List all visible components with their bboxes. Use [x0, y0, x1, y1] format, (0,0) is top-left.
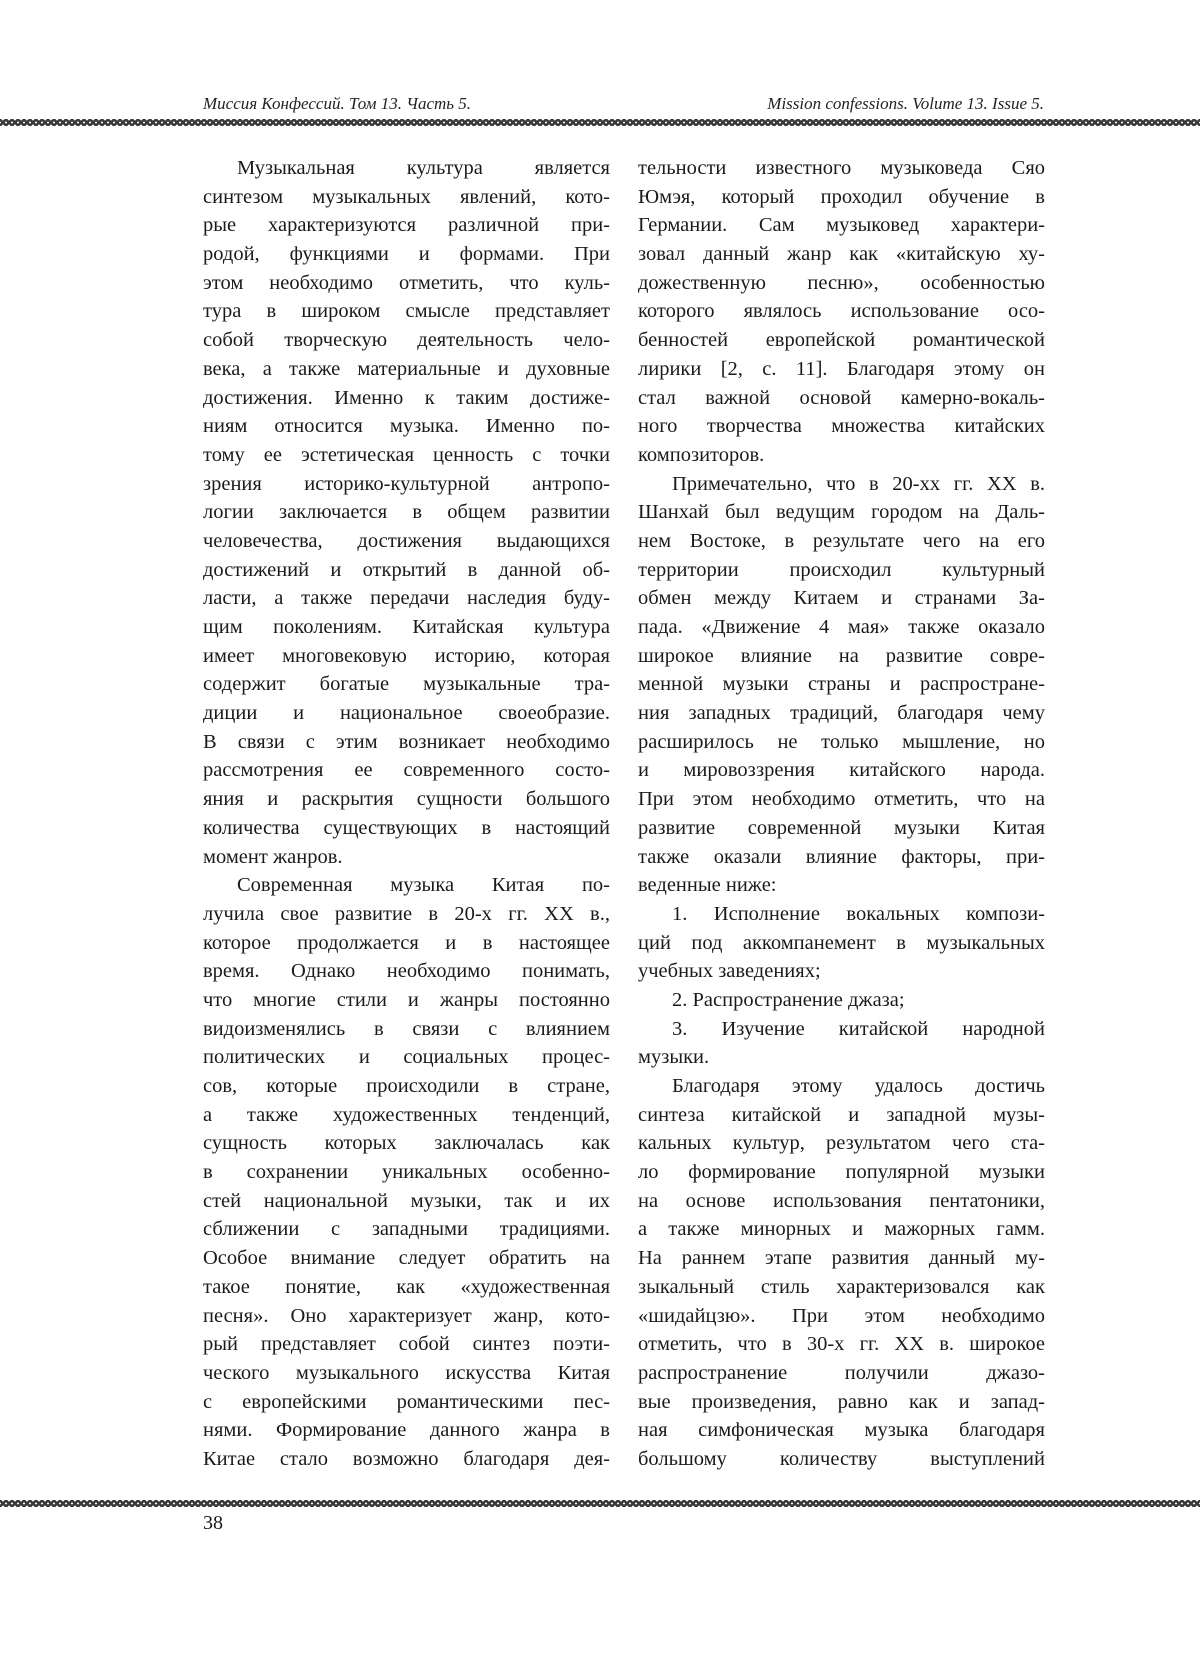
- text-line: отметить, что в 30-х гг. XX в. широкое: [638, 1330, 1045, 1359]
- running-header-english: Mission confessions. Volume 13. Issue 5.: [767, 94, 1044, 114]
- text-line: и мировоззрения китайского народа.: [638, 756, 1045, 785]
- text-line: Музыкальная культура является: [203, 154, 610, 183]
- text-line: на основе использования пентатоники,: [638, 1187, 1045, 1216]
- text-line: «шидайцзю». При этом необходимо: [638, 1302, 1045, 1331]
- text-line: Благодаря этому удалось достичь: [638, 1072, 1045, 1101]
- text-line: момент жанров.: [203, 843, 610, 872]
- text-line: Германии. Сам музыковед характери-: [638, 211, 1045, 240]
- text-line: обмен между Китаем и странами За-: [638, 584, 1045, 613]
- text-line: 1. Исполнение вокальных компози-: [638, 900, 1045, 929]
- paragraph: [638, 470, 1045, 900]
- text-line: веденные ниже:: [638, 871, 1045, 900]
- paragraph: [203, 871, 610, 1473]
- text-line: тура в широком смысле представляет: [203, 297, 610, 326]
- text-line: стей национальной музыки, так и их: [203, 1187, 610, 1216]
- text-line: нями. Формирование данного жанра в: [203, 1416, 610, 1445]
- text-line: сближении с западными традициями.: [203, 1215, 610, 1244]
- text-line: что многие стили и жанры постоянно: [203, 986, 610, 1015]
- text-line: песня». Оно характеризует жанр, кото-: [203, 1302, 610, 1331]
- text-line: такое понятие, как «художественная: [203, 1273, 610, 1302]
- text-line: зрения историко-культурной антропо-: [203, 470, 610, 499]
- text-line: века, а также материальные и духовные: [203, 355, 610, 384]
- text-line: композиторов.: [638, 441, 1045, 470]
- text-line: ласти, а также передачи наследия буду-: [203, 584, 610, 613]
- text-line: логии заключается в общем развитии: [203, 498, 610, 527]
- paragraph: [638, 1072, 1045, 1474]
- text-line: При этом необходимо отметить, что на: [638, 785, 1045, 814]
- paragraph: [638, 900, 1045, 986]
- text-line: музыки.: [638, 1043, 1045, 1072]
- text-line: Китае стало возможно благодаря дея-: [203, 1445, 610, 1474]
- text-line: родой, функциями и формами. При: [203, 240, 610, 269]
- text-line: а также художественных тенденций,: [203, 1101, 610, 1130]
- text-line: достижений и открытий в данной об-: [203, 556, 610, 585]
- text-line: человечества, достижения выдающихся: [203, 527, 610, 556]
- text-line: кальных культур, результатом чего ста-: [638, 1129, 1045, 1158]
- text-line: территории происходил культурный: [638, 556, 1045, 585]
- text-line: а также минорных и мажорных гамм.: [638, 1215, 1045, 1244]
- text-line: видоизменялись в связи с влиянием: [203, 1015, 610, 1044]
- text-line: 2. Распространение джаза;: [638, 986, 1045, 1015]
- text-line: политических и социальных процес-: [203, 1043, 610, 1072]
- text-line: В связи с этим возникает необходимо: [203, 728, 610, 757]
- text-line: сущность которых заключалась как: [203, 1129, 610, 1158]
- text-line: вые произведения, равно как и запад-: [638, 1388, 1045, 1417]
- text-line: широкое влияние на развитие совре-: [638, 642, 1045, 671]
- paragraph: [638, 154, 1045, 470]
- text-line: ного творчества множества китайских: [638, 412, 1045, 441]
- text-line: стал важной основой камерно-вокаль-: [638, 384, 1045, 413]
- text-line: учебных заведениях;: [638, 957, 1045, 986]
- text-line: развитие современной музыки Китая: [638, 814, 1045, 843]
- bottom-ornamental-rule: [0, 1500, 1200, 1507]
- text-line: синтеза китайской и западной музы-: [638, 1101, 1045, 1130]
- text-line: большому количеству выступлений: [638, 1445, 1045, 1474]
- text-column-right: [638, 154, 1045, 1474]
- text-line: Примечательно, что в 20-хх гг. XX в.: [638, 470, 1045, 499]
- paragraph: [638, 1015, 1045, 1072]
- text-line: количества существующих в настоящий: [203, 814, 610, 843]
- text-line: ческого музыкального искусства Китая: [203, 1359, 610, 1388]
- text-line: менной музыки страны и распростране-: [638, 670, 1045, 699]
- text-line: в сохранении уникальных особенно-: [203, 1158, 610, 1187]
- text-line: зовал данный жанр как «китайскую ху-: [638, 240, 1045, 269]
- text-line: ций под аккомпанемент в музыкальных: [638, 929, 1045, 958]
- text-line: рые характеризуются различной при-: [203, 211, 610, 240]
- text-line: содержит богатые музыкальные тра-: [203, 670, 610, 699]
- text-line: диции и национальное своеобразие.: [203, 699, 610, 728]
- text-line: На раннем этапе развития данный му-: [638, 1244, 1045, 1273]
- text-line: распространение получили джазо-: [638, 1359, 1045, 1388]
- text-line: бенностей европейской романтической: [638, 326, 1045, 355]
- text-line: расширилось не только мышление, но: [638, 728, 1045, 757]
- text-line: дожественную песню», особенностью: [638, 269, 1045, 298]
- text-column-left: [203, 154, 610, 1474]
- text-line: Шанхай был ведущим городом на Даль-: [638, 498, 1045, 527]
- text-line: рассмотрения ее современного состо-: [203, 756, 610, 785]
- text-line: зыкальный стиль характеризовался как: [638, 1273, 1045, 1302]
- text-line: собой творческую деятельность чело-: [203, 326, 610, 355]
- text-line: Юмэя, который проходил обучение в: [638, 183, 1045, 212]
- text-line: с европейскими романтическими пес-: [203, 1388, 610, 1417]
- text-line: ло формирование популярной музыки: [638, 1158, 1045, 1187]
- text-line: пада. «Движение 4 мая» также оказало: [638, 613, 1045, 642]
- text-line: тому ее эстетическая ценность с точки: [203, 441, 610, 470]
- text-line: щим поколениям. Китайская культура: [203, 613, 610, 642]
- text-line: яния и раскрытия сущности большого: [203, 785, 610, 814]
- text-line: нем Востоке, в результате чего на его: [638, 527, 1045, 556]
- text-line: также оказали влияние факторы, при-: [638, 843, 1045, 872]
- text-line: которое продолжается и в настоящее: [203, 929, 610, 958]
- text-line: рый представляет собой синтез поэти-: [203, 1330, 610, 1359]
- paragraph: [203, 154, 610, 871]
- text-line: достижения. Именно к таким достиже-: [203, 384, 610, 413]
- text-line: этом необходимо отметить, что куль-: [203, 269, 610, 298]
- text-line: сов, которые происходили в стране,: [203, 1072, 610, 1101]
- running-header-russian: Миссия Конфессий. Том 13. Часть 5.: [203, 94, 471, 114]
- text-line: имеет многовековую историю, которая: [203, 642, 610, 671]
- text-line: тельности известного музыковеда Сяо: [638, 154, 1045, 183]
- page-number: 38: [203, 1512, 223, 1535]
- text-line: лирики [2, с. 11]. Благодаря этому он: [638, 355, 1045, 384]
- text-line: время. Однако необходимо понимать,: [203, 957, 610, 986]
- text-line: синтезом музыкальных явлений, кото-: [203, 183, 610, 212]
- text-line: ниям относится музыка. Именно по-: [203, 412, 610, 441]
- text-line: Современная музыка Китая по-: [203, 871, 610, 900]
- text-line: лучила свое развитие в 20-х гг. XX в.,: [203, 900, 610, 929]
- text-line: ния западных традиций, благодаря чему: [638, 699, 1045, 728]
- text-line: которого являлось использование осо-: [638, 297, 1045, 326]
- text-line: 3. Изучение китайской народной: [638, 1015, 1045, 1044]
- paragraph: [638, 986, 1045, 1015]
- text-line: ная симфоническая музыка благодаря: [638, 1416, 1045, 1445]
- text-line: Особое внимание следует обратить на: [203, 1244, 610, 1273]
- top-ornamental-rule: [0, 119, 1200, 126]
